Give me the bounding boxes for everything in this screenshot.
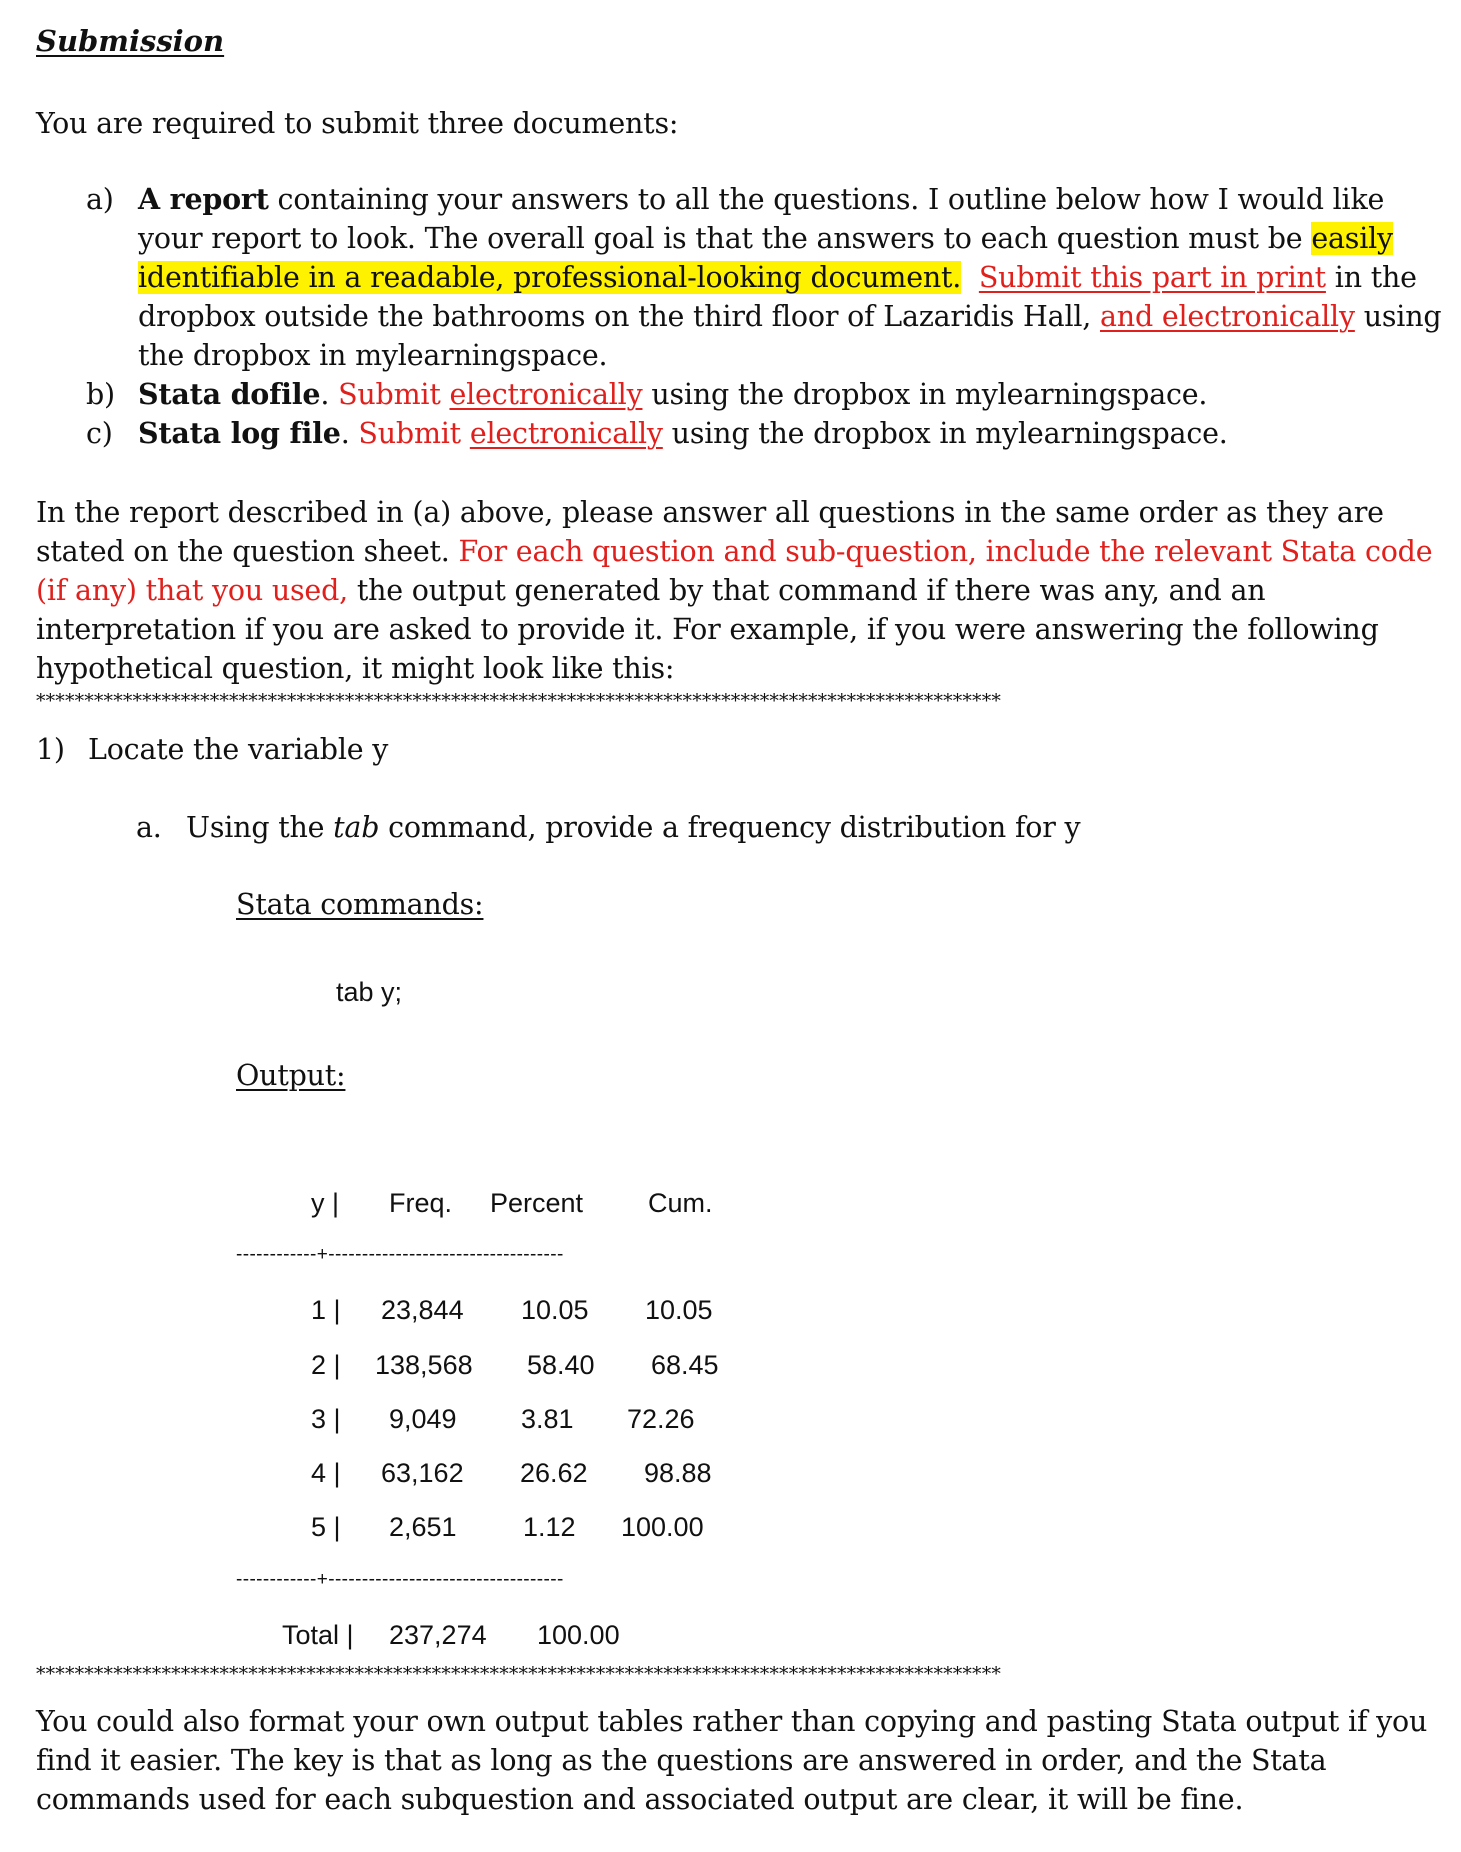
list-label-b: b)	[86, 378, 115, 411]
highlight-easily: easily	[1311, 222, 1393, 255]
row-cum: 100.00	[621, 1512, 704, 1542]
dofile-bold: Stata dofile	[138, 377, 321, 411]
para2-line-5: hypothetical question, it might look like this:	[36, 652, 675, 685]
item-b-sep: .	[320, 378, 339, 411]
row-value: 4 |	[311, 1458, 341, 1488]
item-b-text: using the dropbox in mylearningspace.	[642, 378, 1208, 411]
row-value: 5 |	[311, 1512, 341, 1542]
report-bold: A report	[138, 182, 269, 216]
table-separator-bottom: ------------+-----------------------------------	[236, 1569, 564, 1590]
row-cum: 72.26	[627, 1404, 695, 1434]
total-freq: 237,274	[389, 1620, 487, 1650]
electronically-link-a[interactable]: and electronically	[1100, 300, 1355, 333]
sub-question-text-1: Using the	[186, 811, 334, 844]
row-freq: 63,162	[381, 1458, 464, 1488]
para2-red-1: For each question and sub-question, include the relevant Stata code	[458, 535, 1433, 568]
table-separator-top: ------------+-----------------------------------	[236, 1244, 564, 1265]
star-divider-bottom: ****************************************************************************************************	[36, 1663, 1001, 1685]
total-label: Total |	[282, 1620, 354, 1650]
item-a-text-1: containing your answers to all the questions. I outline below how I would like	[268, 183, 1385, 216]
item-c-submit: Submit	[358, 417, 470, 450]
row-percent: 58.40	[527, 1350, 595, 1380]
para2-red-2: (if any) that you used,	[36, 574, 349, 607]
row-freq: 23,844	[381, 1295, 464, 1325]
row-cum: 68.45	[651, 1350, 719, 1380]
item-b-submit: Submit	[338, 378, 450, 411]
row-percent: 26.62	[520, 1458, 588, 1488]
star-divider-top: ****************************************************************************************************	[36, 690, 1001, 712]
tab-command-italic: tab	[333, 811, 380, 844]
para2-line-4: interpretation if you are asked to provide it. For example, if you were answering the following	[36, 613, 1379, 646]
item-c-text: using the dropbox in mylearningspace.	[662, 417, 1228, 450]
row-cum: 10.05	[645, 1295, 713, 1325]
closing-line-2: find it easier. The key is that as long as the questions are answered in order, and the Stata	[36, 1744, 1327, 1777]
stata-command: tab y;	[336, 977, 403, 1007]
para2-line-1: In the report described in (a) above, please answer all questions in the same order as they are	[36, 496, 1384, 529]
output-label: Output:	[236, 1059, 346, 1092]
row-freq: 9,049	[389, 1404, 457, 1434]
row-percent: 3.81	[521, 1404, 574, 1434]
row-value: 2 |	[311, 1350, 341, 1380]
row-percent: 1.12	[523, 1512, 576, 1542]
sub-question-a	[136, 808, 1081, 847]
electronically-link-b[interactable]: electronically	[449, 378, 643, 411]
question-number: 1)	[36, 733, 65, 766]
header-freq: Freq.	[389, 1188, 453, 1218]
electronically-link-c[interactable]: electronically	[469, 417, 663, 450]
list-label-a: a)	[86, 183, 114, 216]
closing-paragraph	[36, 1702, 1427, 1819]
question-1	[36, 730, 389, 769]
section-title: Submission	[36, 24, 225, 58]
sub-question-text-2: command, provide a frequency distribution for y	[379, 811, 1081, 844]
closing-line-3: commands used for each subquestion and associated output are clear, it will be fine.	[36, 1783, 1244, 1816]
question-text: Locate the variable y	[88, 733, 389, 766]
item-a-text-3: in the	[1325, 261, 1417, 294]
item-c-sep: .	[340, 417, 359, 450]
highlight-identifiable: identifiable in a readable, professional-looking document.	[138, 261, 962, 294]
header-percent: Percent	[490, 1188, 584, 1218]
header-var: y |	[311, 1188, 340, 1218]
row-cum: 98.88	[644, 1458, 712, 1488]
intro-text: You are required to submit three documents:	[36, 107, 679, 140]
list-label-c: c)	[86, 417, 113, 450]
closing-line-1: You could also format your own output tables rather than copying and pasting Stata output if you	[36, 1705, 1428, 1738]
row-percent: 10.05	[521, 1295, 589, 1325]
item-a-text-4b: using	[1354, 300, 1442, 333]
row-freq: 138,568	[375, 1350, 473, 1380]
sub-question-label: a.	[136, 811, 162, 844]
total-percent: 100.00	[537, 1620, 620, 1650]
row-freq: 2,651	[389, 1512, 457, 1542]
header-cum: Cum.	[648, 1188, 713, 1218]
item-a-text-5: the dropbox in mylearningspace.	[138, 339, 608, 372]
para2-line-3: the output generated by that command if there was any, and an	[348, 574, 1266, 607]
row-value: 3 |	[311, 1404, 341, 1434]
stata-commands-label: Stata commands:	[236, 888, 484, 921]
logfile-bold: Stata log file	[138, 416, 341, 450]
item-a-text-2: your report to look. The overall goal is that the answers to each question must be	[138, 222, 1312, 255]
row-value: 1 |	[311, 1295, 341, 1325]
submit-print-link[interactable]: Submit this part in print	[978, 261, 1326, 294]
instructions-paragraph	[36, 493, 1432, 688]
para2-line-2: stated on the question sheet.	[36, 535, 459, 568]
item-a-text-4: dropbox outside the bathrooms on the third floor of Lazaridis Hall,	[138, 300, 1100, 333]
